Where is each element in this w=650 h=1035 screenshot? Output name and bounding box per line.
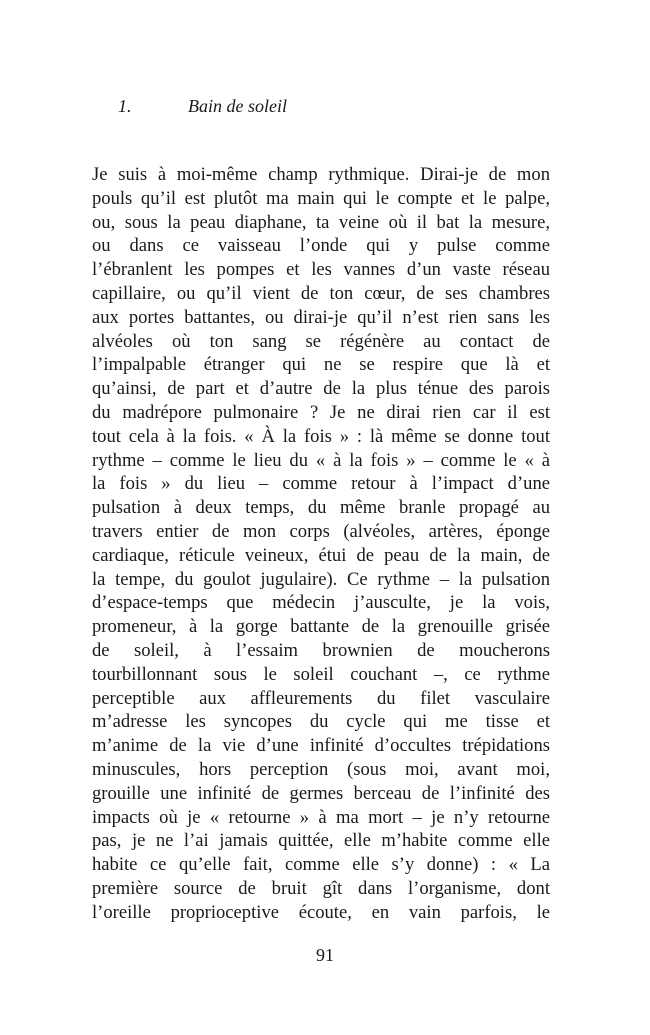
text-line: impacts où je « retourne » à ma mort – je n’y retourne	[92, 806, 550, 828]
text-line: pas, je ne l’ai jamais quittée, elle m’habite comme elle	[92, 830, 550, 852]
text-line: l’oreille proprioceptive écoute, en vain parfois, le	[92, 901, 550, 923]
text-line: la fois » du lieu – comme retour à l’impact d’une	[92, 473, 550, 495]
page-number: 91	[316, 945, 334, 965]
chapter-number: 1.	[118, 96, 132, 116]
text-line: rythme – comme le lieu du « à la fois » – comme le « à	[92, 449, 550, 471]
chapter-title: Bain de soleil	[188, 96, 287, 116]
text-line: d’espace-temps que médecin j’ausculte, je la vois,	[92, 592, 550, 614]
text-line: promeneur, à la gorge battante de la grenouille grisée	[92, 616, 550, 638]
body-paragraph	[92, 163, 550, 925]
text-line: la tempe, du goulot jugulaire). Ce rythme – la pulsation	[92, 568, 550, 590]
text-line: tout cela à la fois. « À la fois » : là même se donne tout	[92, 425, 550, 447]
text-line: m’adresse les syncopes du cycle qui me tisse et	[92, 711, 550, 733]
text-line: ou dans ce vaisseau l’onde qui y pulse comme	[92, 235, 550, 257]
text-line: perceptible aux affleurements du filet vasculaire	[92, 687, 550, 709]
text-line: grouille une infinité de germes berceau de l’infinité des	[92, 782, 550, 804]
text-line: du madrépore pulmonaire ? Je ne dirai rien car il est	[92, 401, 550, 423]
text-line: qu’ainsi, de part et d’autre de la plus ténue des parois	[92, 378, 550, 400]
text-line: tourbillonnant sous le soleil couchant –, ce rythme	[92, 663, 550, 685]
text-line: l’ébranlent les pompes et les vannes d’un vaste réseau	[92, 259, 550, 281]
text-line: pouls qu’il est plutôt ma main qui le compte et le palpe,	[92, 187, 550, 209]
text-line: aux portes battantes, ou dirai-je qu’il n’est rien sans les	[92, 306, 550, 328]
text-line: alvéoles où ton sang se régénère au contact de	[92, 330, 550, 352]
text-line: cardiaque, réticule veineux, étui de peau de la main, de	[92, 544, 550, 566]
text-line: travers entier de mon corps (alvéoles, artères, éponge	[92, 520, 550, 542]
text-line: minuscules, hors perception (sous moi, avant moi,	[92, 758, 550, 780]
text-line: m’anime de la vie d’une infinité d’occultes trépidations	[92, 735, 550, 757]
text-line: Je suis à moi-même champ rythmique. Dirai-je de mon	[92, 164, 550, 185]
text-line: pulsation à deux temps, du même branle propagé au	[92, 497, 550, 519]
text-line: habite ce qu’elle fait, comme elle s’y donne) : « La	[92, 854, 550, 876]
chapter-heading	[118, 95, 287, 117]
text-line: l’impalpable étranger qui ne se respire que là et	[92, 354, 550, 376]
text-line: capillaire, ou qu’il vient de ton cœur, de ses chambres	[92, 282, 550, 304]
text-line: première source de bruit gît dans l’organisme, dont	[92, 877, 550, 899]
text-line: ou, sous la peau diaphane, ta veine où il bat la mesure,	[92, 211, 550, 233]
text-line: de soleil, à l’essaim brownien de moucherons	[92, 639, 550, 661]
